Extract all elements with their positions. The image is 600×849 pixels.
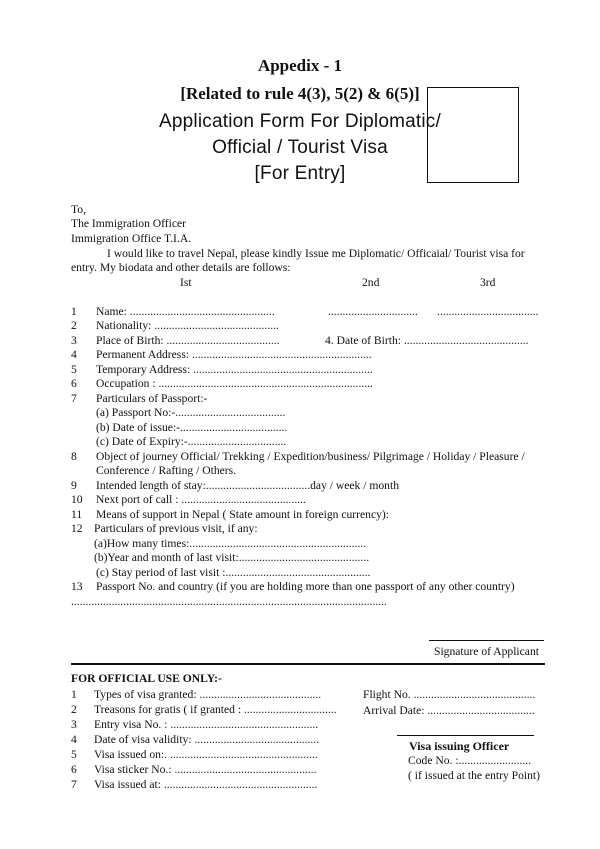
column-2nd: 2nd bbox=[362, 276, 380, 289]
item-number: 8 bbox=[71, 450, 77, 463]
stay-period-field[interactable]: (c) Stay period of last visit :.................................................. bbox=[96, 566, 371, 579]
visa-issued-on-field[interactable]: Visa issued on:. ................................................... bbox=[94, 748, 318, 761]
section-divider bbox=[71, 663, 545, 665]
visa-validity-field[interactable]: Date of visa validity: ........................................... bbox=[94, 733, 320, 746]
form-title-line1: Application Form For Diplomatic/ bbox=[159, 111, 441, 132]
passport-particulars-label: Particulars of Passport:- bbox=[96, 392, 208, 405]
permanent-address-field[interactable]: Permanent Address: .............................................................. bbox=[96, 348, 372, 361]
signature-label: Signature of Applicant bbox=[434, 645, 539, 658]
last-visit-date-field[interactable]: (b)Year and month of last visit:............................................. bbox=[94, 551, 370, 564]
item-number: 4 bbox=[71, 733, 77, 746]
photo-box[interactable] bbox=[427, 87, 519, 183]
visa-sticker-field[interactable]: Visa sticker No.: ................................................. bbox=[94, 763, 317, 776]
item-number: 2 bbox=[71, 319, 77, 332]
signature-line[interactable] bbox=[429, 640, 544, 641]
item-number: 1 bbox=[71, 305, 77, 318]
length-of-stay-field[interactable]: Intended length of stay:....................................day / week / month bbox=[96, 479, 399, 492]
passport-number-field[interactable]: (a) Passport No:-...................................... bbox=[96, 406, 286, 419]
code-note: ( if issued at the entry Point) bbox=[408, 769, 541, 782]
name-field-2nd[interactable]: ............................... bbox=[328, 305, 418, 318]
visa-officer-title: Visa issuing Officer bbox=[409, 739, 510, 753]
salutation: To, bbox=[71, 203, 86, 216]
rule-reference: [Related to rule 4(3), 5(2) & 6(5)] bbox=[180, 84, 420, 103]
means-of-support-label: Means of support in Nepal ( State amount in foreign currency): bbox=[96, 508, 389, 521]
form-title-line3: [For Entry] bbox=[254, 163, 346, 184]
name-field-3rd[interactable]: ................................... bbox=[437, 305, 539, 318]
item-number: 2 bbox=[71, 703, 77, 716]
item-number: 7 bbox=[71, 392, 77, 405]
multiple-passport-label: Passport No. and country (if you are holding more than one passport of any other country) bbox=[96, 580, 515, 593]
passport-expiry-date-field[interactable]: (c) Date of Expiry:-.................................. bbox=[96, 435, 287, 448]
visa-issued-at-field[interactable]: Visa issued at: ..................................................... bbox=[94, 778, 318, 791]
journey-object-options[interactable]: Object of journey Official/ Trekking / Expedition/business/ Pilgrimage / Holiday / Pleasure / bbox=[96, 450, 525, 463]
form-title-line2: Official / Tourist Visa bbox=[212, 137, 388, 158]
request-text-line1: I would like to travel Nepal, please kindly Issue me Diplomatic/ Officaial/ Tourist visa for bbox=[107, 247, 525, 260]
temporary-address-field[interactable]: Temporary Address: .............................................................. bbox=[96, 363, 373, 376]
item-number: 9 bbox=[71, 479, 77, 492]
visa-type-field[interactable]: Types of visa granted: .......................................... bbox=[94, 688, 322, 701]
occupation-field[interactable]: Occupation : .......................................................................... bbox=[96, 377, 373, 390]
date-of-birth-field[interactable]: 4. Date of Birth: ........................................... bbox=[325, 334, 529, 347]
journey-object-options-cont[interactable]: Conference / Rafting / Others. bbox=[96, 464, 237, 477]
officer-signature-line[interactable] bbox=[397, 735, 534, 736]
request-text-line2: entry. My biodata and other details are follows: bbox=[71, 261, 291, 274]
recipient: The Immigration Officer bbox=[71, 217, 187, 230]
entry-visa-number-field[interactable]: Entry visa No. : ................................................... bbox=[94, 718, 319, 731]
previous-visit-label: Particulars of previous visit, if any: bbox=[94, 522, 258, 535]
appendix-title: Appedix - 1 bbox=[257, 56, 343, 75]
column-1st: Ist bbox=[180, 276, 192, 289]
code-number-field[interactable]: Code No. :......................... bbox=[408, 754, 532, 767]
item-number: 10 bbox=[71, 493, 83, 506]
item-number: 5 bbox=[71, 748, 77, 761]
recipient-office: Immigration Office T.I.A. bbox=[71, 232, 192, 245]
place-of-birth-field[interactable]: Place of Birth: ....................................... bbox=[96, 334, 280, 347]
item-number: 6 bbox=[71, 377, 77, 390]
item-number: 6 bbox=[71, 763, 77, 776]
item-number: 11 bbox=[71, 508, 83, 521]
flight-number-field[interactable]: Flight No. .......................................... bbox=[363, 688, 536, 701]
nationality-field[interactable]: Nationality: ........................................... bbox=[96, 319, 279, 332]
gratis-reason-field[interactable]: Treasons for gratis ( if granted : ................................ bbox=[94, 703, 337, 716]
name-field[interactable]: Name: .................................................. bbox=[96, 305, 275, 318]
item-number: 3 bbox=[71, 718, 77, 731]
passport-issue-date-field[interactable]: (b) Date of issue:-..................................... bbox=[96, 421, 288, 434]
next-port-field[interactable]: Next port of call : ........................................... bbox=[96, 493, 306, 506]
visit-count-field[interactable]: (a)How many times:............................................................. bbox=[94, 537, 367, 550]
item-number: 1 bbox=[71, 688, 77, 701]
column-3rd: 3rd bbox=[480, 276, 496, 289]
item-number: 7 bbox=[71, 778, 77, 791]
official-use-heading: FOR OFFICIAL USE ONLY:- bbox=[71, 672, 222, 685]
multiple-passport-field[interactable]: ............................................................................................................. bbox=[71, 595, 387, 608]
item-number: 4 bbox=[71, 348, 77, 361]
arrival-date-field[interactable]: Arrival Date: ..................................... bbox=[363, 704, 535, 717]
item-number: 5 bbox=[71, 363, 77, 376]
item-number: 3 bbox=[71, 334, 77, 347]
item-number: 13 bbox=[71, 580, 83, 593]
item-number: 12 bbox=[71, 522, 83, 535]
